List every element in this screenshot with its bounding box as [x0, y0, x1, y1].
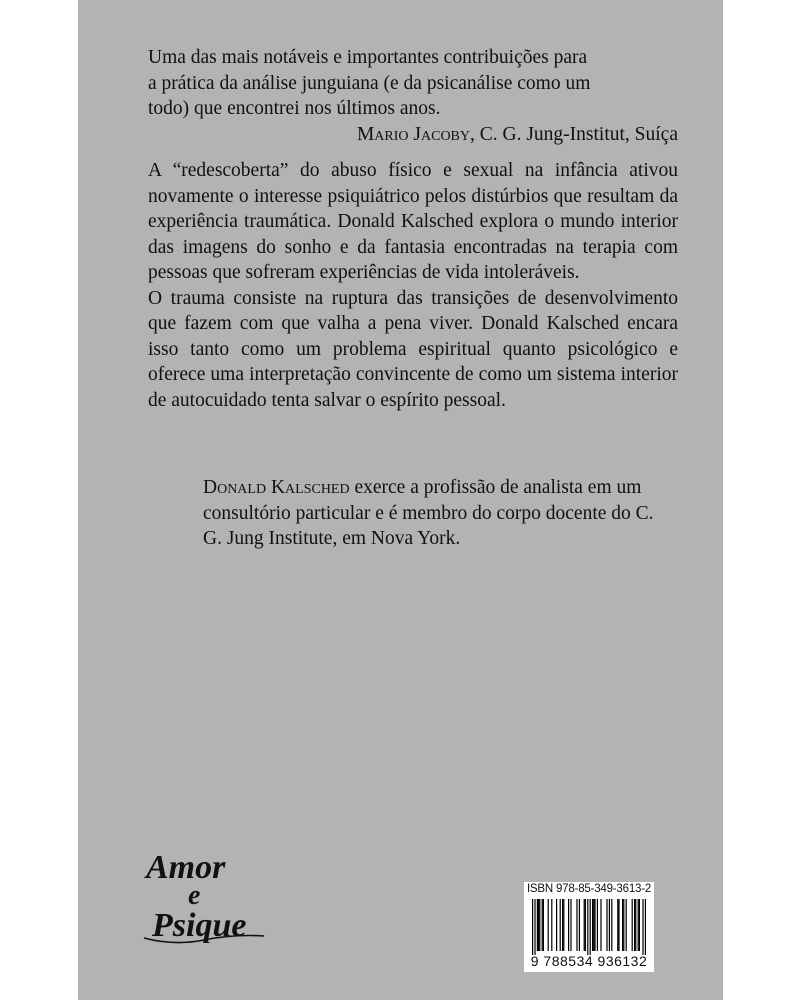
barcode-bar: [551, 899, 552, 951]
barcode-bar: [632, 899, 633, 951]
barcode-bar: [606, 899, 607, 951]
author-bio: [203, 475, 673, 552]
barcode-bar: [585, 899, 586, 951]
attribution-name: Mario Jacoby: [356, 123, 470, 145]
barcode-bar: [623, 899, 624, 951]
barcode-bar: [568, 899, 569, 951]
barcode-bars: [524, 897, 654, 955]
barcode-bar: [548, 899, 549, 951]
barcode-bar: [556, 899, 557, 951]
barcode-bar: [600, 899, 601, 951]
barcode-bar: [579, 899, 580, 951]
barcode-bar: [576, 899, 577, 951]
isbn-barcode: [524, 882, 654, 972]
quote-line: todo) que encontrei nos últimos anos.: [148, 98, 441, 119]
quote-line: a prática da análise junguiana (e da psicanálise como um: [148, 72, 591, 94]
quote-attribution: [148, 122, 678, 148]
blurb: [148, 158, 678, 413]
logo-line-3: Psique: [152, 907, 247, 944]
barcode-bar: [592, 899, 593, 951]
barcode-bar: [618, 899, 619, 951]
blurb-paragraph: A “redescoberta” do abuso físico e sexual na infância ativou novamente o interesse psiquiátrico pelos distúrbios que resultam da experiência traumática. Donald Kalsched explora o mundo interior das imagens do sonho e da fantasia encontradas na terapia com pessoas que sofreram experiências de vida intoleráveis.: [148, 160, 678, 283]
ean-digits: 9 788534 936132: [530, 953, 648, 969]
logo-line-1: Amor: [146, 849, 226, 886]
barcode-bar: [538, 899, 539, 951]
barcode-bar: [590, 899, 591, 955]
barcode-bar: [617, 899, 618, 951]
author-name: Donald Kalsched: [203, 477, 350, 498]
barcode-bar: [622, 899, 623, 951]
barcode-bar: [562, 899, 563, 951]
barcode-bar: [532, 899, 533, 955]
barcode-bar: [638, 899, 639, 951]
blurb-paragraph: O trauma consiste na ruptura das transições de desenvolvimento que fazem com que valha a pena viver. Donald Kalsched encara isso tanto como um problema espiritual quanto psicológico e oferece uma interpretação convincente de como um sistema interior de autocuidado tenta salvar o espírito pessoal.: [148, 287, 678, 411]
author-bio-text: exerce a profissão de analista em um consultório particular e é membro do corpo docente do C. G. Jung Institute, em Nova York.: [203, 477, 654, 549]
barcode-bar: [539, 899, 540, 951]
barcode-bar: [560, 899, 561, 951]
barcode-bar: [537, 899, 538, 951]
barcode-bar: [634, 899, 635, 951]
quote-line: Uma das mais notáveis e importantes contribuições para: [148, 47, 588, 68]
barcode-bar: [645, 899, 646, 955]
barcode-bar: [642, 899, 643, 955]
logo-line-2: e: [188, 880, 201, 911]
barcode-bar: [563, 899, 564, 951]
barcode-bar: [639, 899, 640, 951]
isbn-label: ISBN 978-85-349-3613-2: [526, 883, 652, 895]
barcode-bar: [626, 899, 627, 951]
barcode-bar: [542, 899, 543, 951]
praise-quote: [148, 45, 678, 147]
barcode-bar: [543, 899, 544, 951]
barcode-bar: [597, 899, 598, 951]
barcode-bar: [587, 899, 588, 955]
barcode-bar: [611, 899, 612, 951]
back-cover: [78, 0, 723, 1000]
barcode-bar: [594, 899, 595, 951]
barcode-bar: [635, 899, 636, 951]
barcode-bar: [534, 899, 535, 955]
attribution-affiliation: , C. G. Jung-Institut, Suíça: [470, 123, 678, 145]
amor-e-psique-logo: [138, 848, 268, 948]
barcode-bar: [584, 899, 585, 951]
barcode-bar: [570, 899, 571, 951]
barcode-bar: [609, 899, 610, 951]
barcode-bar: [593, 899, 594, 951]
